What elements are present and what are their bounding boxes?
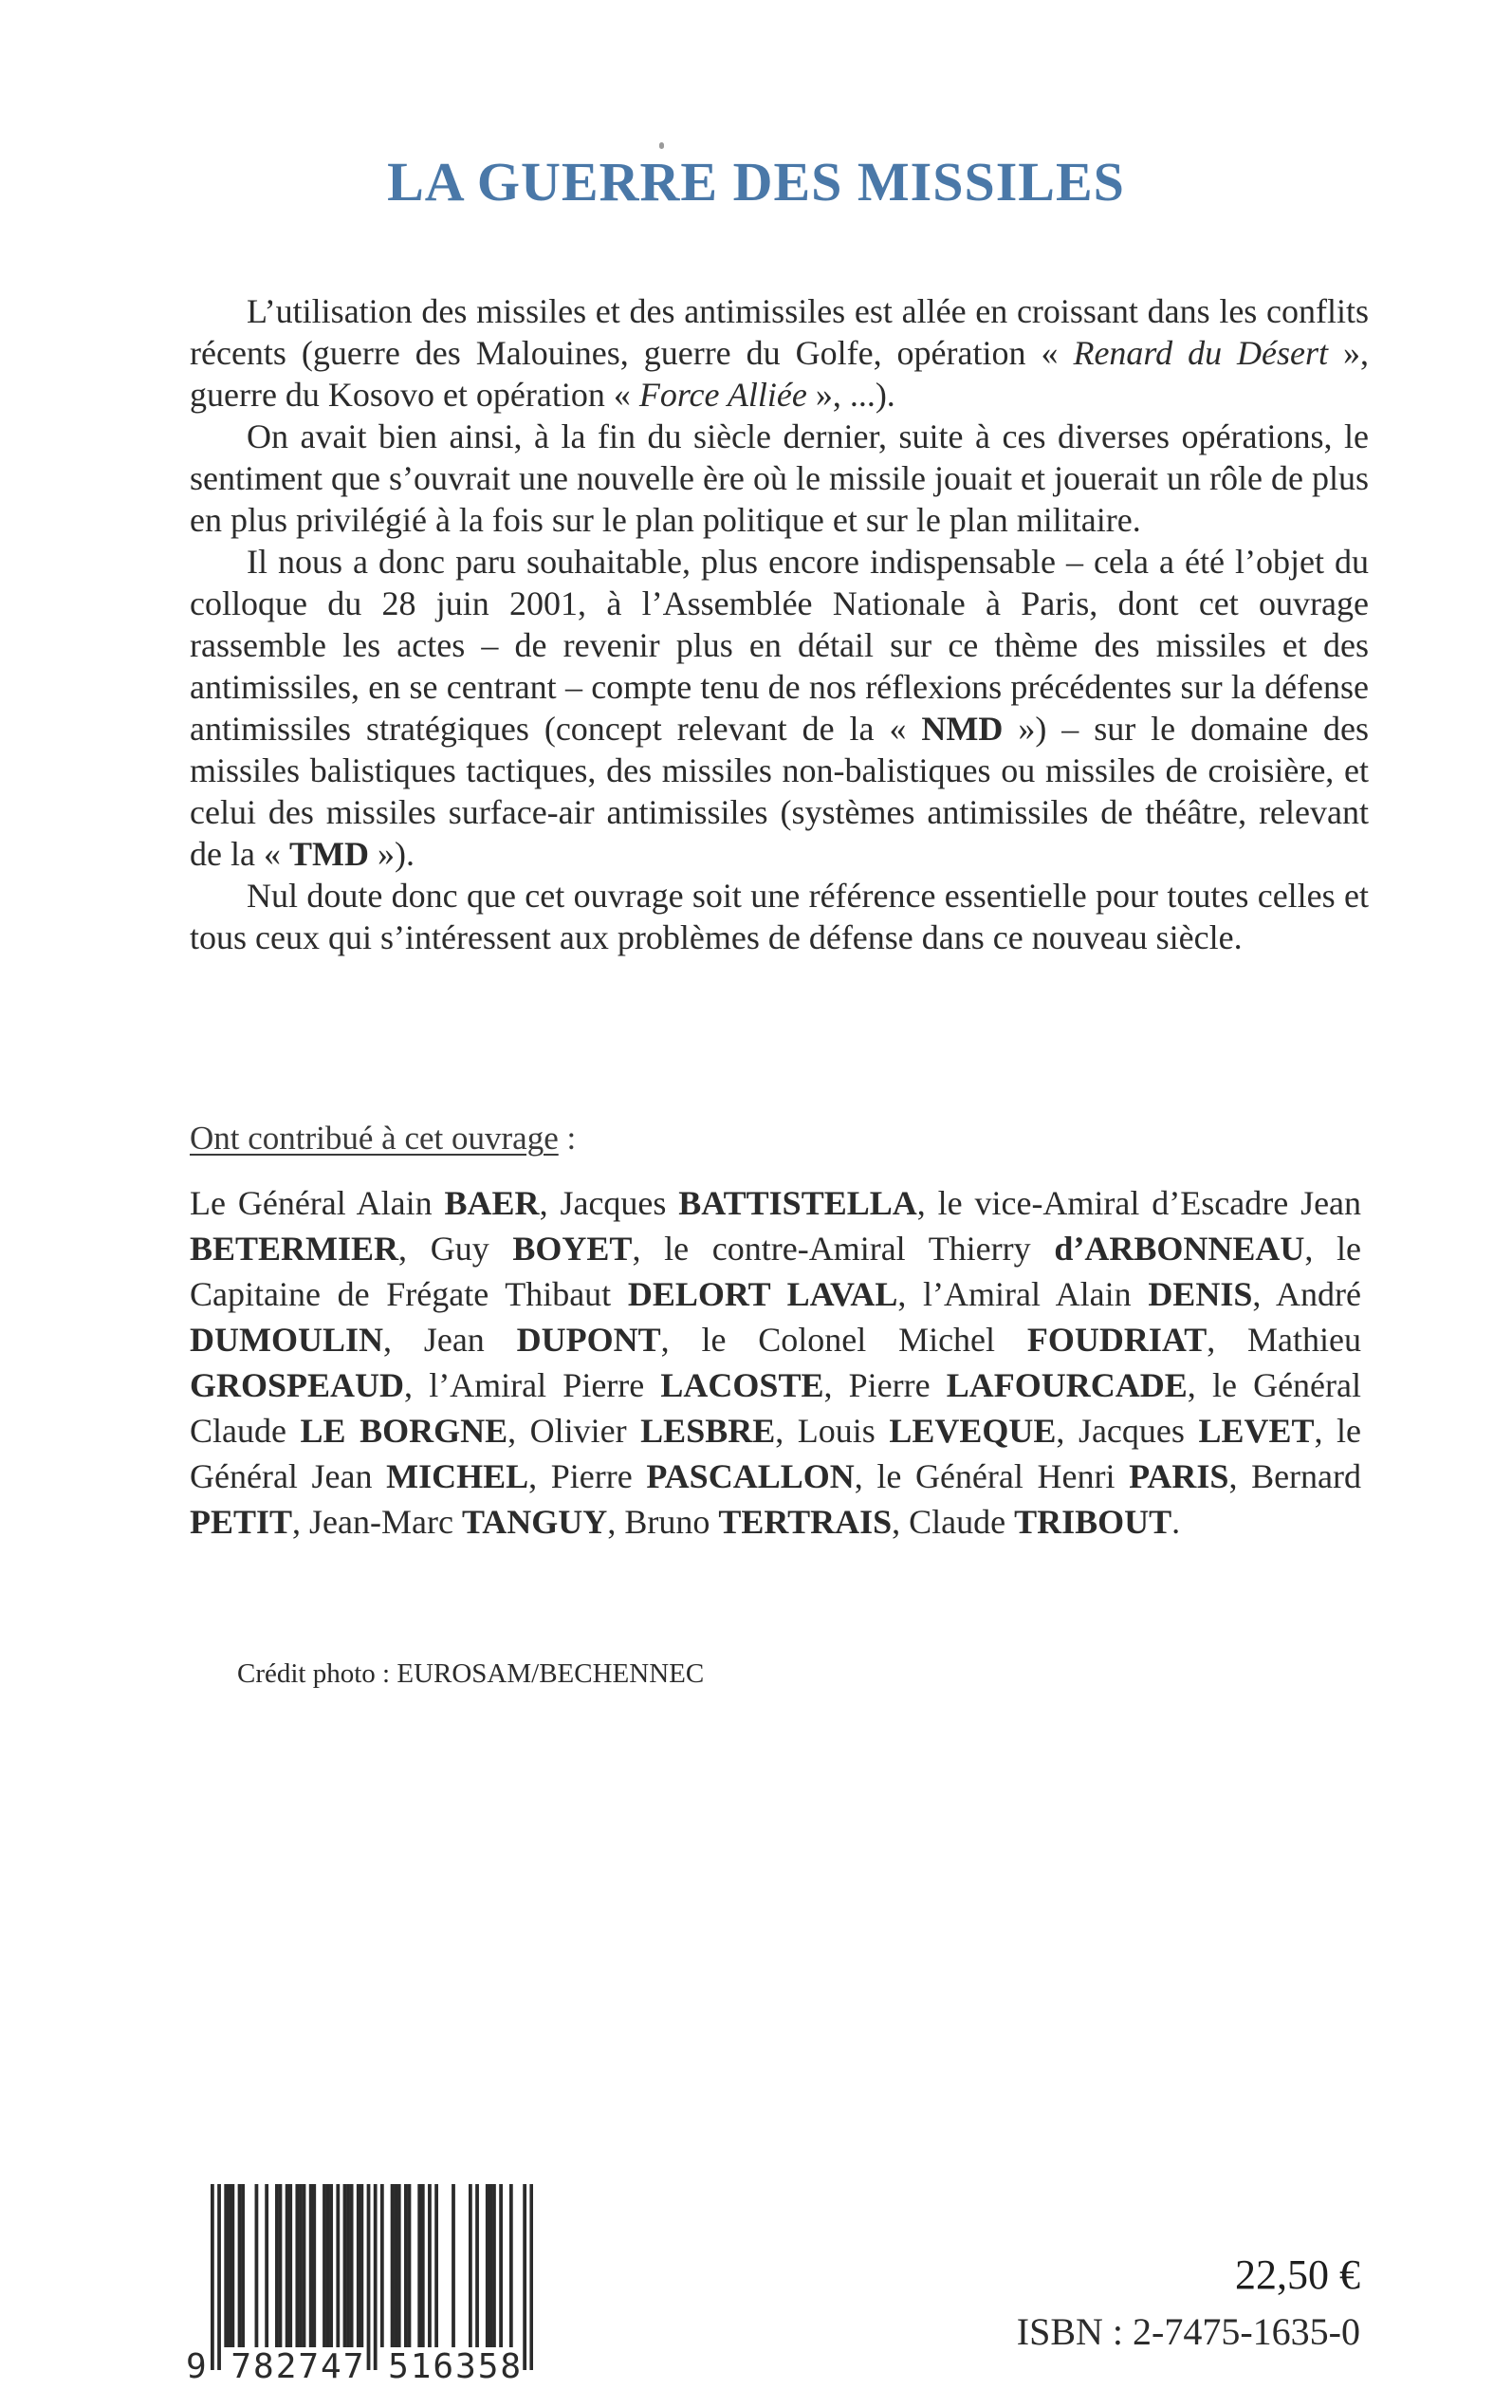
contributor-surname: BAER	[444, 1184, 540, 1222]
contributor-title: Louis	[797, 1412, 890, 1450]
contributor-surname: DUMOULIN	[190, 1321, 383, 1359]
italic-text: Renard du Désert	[1073, 334, 1329, 372]
text-run: ») – sur le domaine des missiles balistiques tactiques, des missiles non-balistiques ou missiles de croisière, et celui des missiles surface-air antimissiles (systèmes antimissiles de théâtre, relevant de la «	[190, 710, 1369, 873]
contributor-title: André	[1276, 1275, 1362, 1313]
contributor-title: Mathieu	[1247, 1321, 1362, 1359]
contributor-title: Guy	[430, 1230, 513, 1268]
text-run: », guerre du Kosovo et opération «	[190, 334, 1370, 414]
contributor-title: Olivier	[529, 1412, 641, 1450]
barcode-icon	[211, 2184, 533, 2370]
text-run: L’utilisation des missiles et des antimissiles est allée en croissant dans les conflits récents (guerre des Malouines, guerre du Golfe, opération «	[190, 292, 1369, 372]
contributor-surname: d’ARBONNEAU	[1054, 1230, 1305, 1268]
book-title: LA GUERRE DES MISSILES	[387, 151, 1125, 213]
contributor-title: le Général Jean	[190, 1412, 1362, 1495]
contributors-heading-label: Ont contribué à cet ouvrage	[190, 1120, 559, 1157]
text-run: On avait bien ainsi, à la fin du siècle dernier, suite à ces diverses opérations, le sentiment que s’ouvrait une nouvelle ère où le missile jouait et jouerait un rôle de plus en plus privilégié à la fois sur le plan politique et sur le plan militaire.	[190, 417, 1369, 539]
contributor-title: l’Amiral Pierre	[429, 1366, 661, 1404]
contributor-surname: LEVET	[1198, 1412, 1315, 1450]
contributor-title: Pierre	[848, 1366, 947, 1404]
blurb-paragraph	[190, 416, 1369, 541]
contributor-surname: TANGUY	[461, 1503, 608, 1541]
contributor-surname: LACOSTE	[660, 1366, 824, 1404]
contributor-title: le Colonel Michel	[701, 1321, 1027, 1359]
photo-credit: Crédit photo : EUROSAM/BECHENNEC	[237, 1658, 705, 1689]
contributor-title: Jean-Marc	[309, 1503, 462, 1541]
contributor-title: Bruno	[624, 1503, 719, 1541]
contributor-surname: GROSPEAUD	[190, 1366, 405, 1404]
blurb-paragraph	[190, 875, 1369, 958]
contributor-title: le Capitaine de Frégate Thibaut	[190, 1230, 1361, 1313]
contributor-title: Pierre	[550, 1457, 647, 1495]
bold-text: TMD	[288, 835, 369, 873]
contributor-surname: BETERMIER	[190, 1230, 399, 1268]
contributor-title: le contre-Amiral Thierry	[664, 1230, 1055, 1268]
contributor-title: le vice-Amiral d’Escadre Jean	[937, 1184, 1362, 1222]
italic-text: Force Alliée	[638, 376, 807, 414]
blurb-paragraph	[190, 541, 1369, 875]
contributor-surname: DELORT LAVAL	[627, 1275, 898, 1313]
bold-text: NMD	[921, 710, 1004, 748]
text-run: »).	[368, 835, 415, 873]
contributor-surname: LEVEQUE	[889, 1412, 1057, 1450]
price: 22,50 €	[1235, 2251, 1360, 2298]
isbn: ISBN : 2-7475-1635-0	[1016, 2310, 1360, 2353]
contributor-surname: PARIS	[1129, 1457, 1229, 1495]
contributor-surname: LESBRE	[640, 1412, 776, 1450]
text-run: Il nous a donc paru souhaitable, plus encore indispensable – cela a été l’objet du colloque du 28 juin 2001, à l’Assemblée Nationale à Paris, dont cet ouvrage rassemble les actes – de revenir plus en détail sur ce thème des missiles et des antimissiles, en se centrant – compte tenu de nos réflexions précédentes sur la défense antimissiles stratégiques (concept relevant de la «	[190, 543, 1369, 748]
contributor-surname: PETIT	[190, 1503, 293, 1541]
contributor-title: l’Amiral Alain	[923, 1275, 1149, 1313]
contributor-title: Le Général Alain	[190, 1184, 445, 1222]
contributor-surname: LE BORGNE	[300, 1412, 508, 1450]
contributor-surname: PASCALLON	[646, 1457, 855, 1495]
blurb	[190, 290, 1369, 958]
contributor-surname: DENIS	[1148, 1275, 1253, 1313]
contributor-title: Bernard	[1251, 1457, 1362, 1495]
text-run: », ...).	[806, 376, 895, 414]
contributor-title: Claude	[909, 1503, 1015, 1541]
contributor-title: Jacques	[1078, 1412, 1199, 1450]
blurb-paragraph	[190, 290, 1369, 416]
contributor-surname: BOYET	[512, 1230, 633, 1268]
text-run: Nul doute donc que cet ouvrage soit une référence essentielle pour toutes celles et tous ceux qui s’intéressent aux problèmes de défense dans ce nouveau siècle.	[190, 877, 1369, 956]
contributor-surname: TERTRAIS	[718, 1503, 893, 1541]
contributors-heading-colon: :	[558, 1120, 577, 1157]
contributor-title: Jacques	[560, 1184, 679, 1222]
scan-speck	[659, 142, 664, 149]
barcode-digits: 9 782747 516358	[186, 2347, 524, 2386]
contributor-surname: TRIBOUT	[1014, 1503, 1172, 1541]
contributors-list: Le Général Alain BAER, Jacques BATTISTELLA, le vice-Amiral d’Escadre Jean BETERMIER, Guy BOYET, le contre-Amiral Thierry d’ARBONNEAU, le Capitaine de Frégate Thibaut DELORT LAVAL, l’Amiral Alain DENIS, André DUMOULIN, Jean DUPONT, le Colonel Michel FOUDRIAT, Mathieu GROSPEAUD, l’Amiral Pierre LACOSTE, Pierre LAFOURCADE, le Général Claude LE BORGNE, Olivier LESBRE, Louis LEVEQUE, Jacques LEVET, le Général Jean MICHEL, Pierre PASCALLON, le Général Henri PARIS, Bernard PETIT, Jean-Marc TANGUY, Bruno TERTRAIS, Claude TRIBOUT.	[190, 1184, 1362, 1541]
contributor-surname: DUPONT	[516, 1321, 661, 1359]
contributors-heading	[190, 1118, 576, 1159]
contributor-surname: MICHEL	[386, 1457, 529, 1495]
contributor-title: le Général Claude	[190, 1366, 1361, 1450]
contributor-surname: LAFOURCADE	[946, 1366, 1188, 1404]
contributor-title: Jean	[423, 1321, 517, 1359]
contributor-surname: BATTISTELLA	[678, 1184, 917, 1222]
contributor-surname: FOUDRIAT	[1026, 1321, 1208, 1359]
contributor-title: le Général Henri	[876, 1457, 1130, 1495]
